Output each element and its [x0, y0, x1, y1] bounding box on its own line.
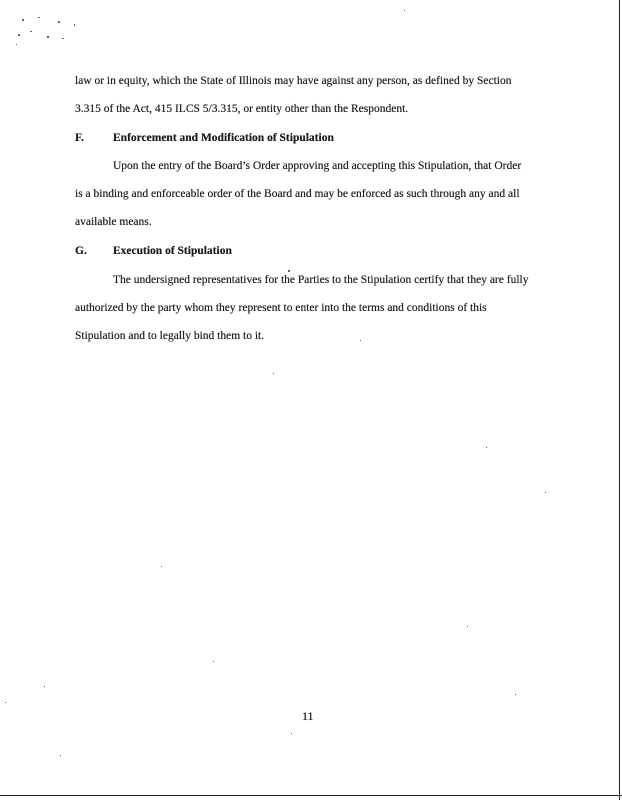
section-heading-g: [75, 245, 232, 257]
section-letter: F.: [75, 132, 84, 144]
page-number: 11: [302, 709, 314, 723]
scan-speck: [16, 44, 17, 45]
scan-speck: [288, 270, 290, 272]
scan-speck: [74, 24, 75, 26]
scan-speck: [60, 755, 61, 756]
scan-speck: [47, 36, 49, 38]
body-text-line: 3.315 of the Act, 415 ILCS 5/3.315, or entity other than the Respondent.: [75, 103, 409, 115]
scan-speck: [360, 340, 361, 341]
section-title: Execution of Stipulation: [113, 245, 232, 257]
scan-speck: [467, 626, 468, 627]
body-text-line: authorized by the party whom they represent to enter into the terms and conditions of this: [75, 302, 487, 314]
scan-speck: [213, 661, 214, 662]
scan-speck: [44, 686, 45, 687]
scan-speck: [486, 447, 487, 448]
section-letter: G.: [75, 245, 87, 257]
scan-speck: [38, 17, 40, 18]
scan-speck: [161, 566, 162, 567]
scan-edge-bottom: [0, 795, 622, 796]
body-text-line: law or in equity, which the State of Illinois may have against any person, as defined by Section: [75, 75, 512, 87]
scan-speck: [58, 21, 60, 23]
scan-speck: [404, 10, 405, 11]
body-text-line: Stipulation and to legally bind them to it.: [75, 330, 265, 342]
body-text-line: The undersigned representatives for the Parties to the Stipulation certify that they are fully: [113, 274, 529, 286]
scan-speck: [273, 373, 274, 374]
scan-speck: [62, 38, 64, 39]
scan-speck: [5, 702, 6, 703]
scan-speck: [545, 492, 546, 493]
scan-edge-right: [619, 0, 620, 800]
scan-speck: [18, 34, 20, 36]
body-text-line: available means.: [75, 216, 152, 228]
scan-speck: [291, 733, 292, 734]
scan-speck: [22, 19, 24, 21]
body-text-line: Upon the entry of the Board’s Order approving and accepting this Stipulation, that Order: [113, 160, 522, 172]
scan-speck: [515, 694, 516, 695]
body-text-line: is a binding and enforceable order of the Board and may be enforced as such through any and all: [75, 188, 520, 200]
scan-speck: [30, 31, 32, 32]
section-title: Enforcement and Modification of Stipulation: [113, 132, 334, 144]
section-heading-f: [75, 132, 334, 144]
